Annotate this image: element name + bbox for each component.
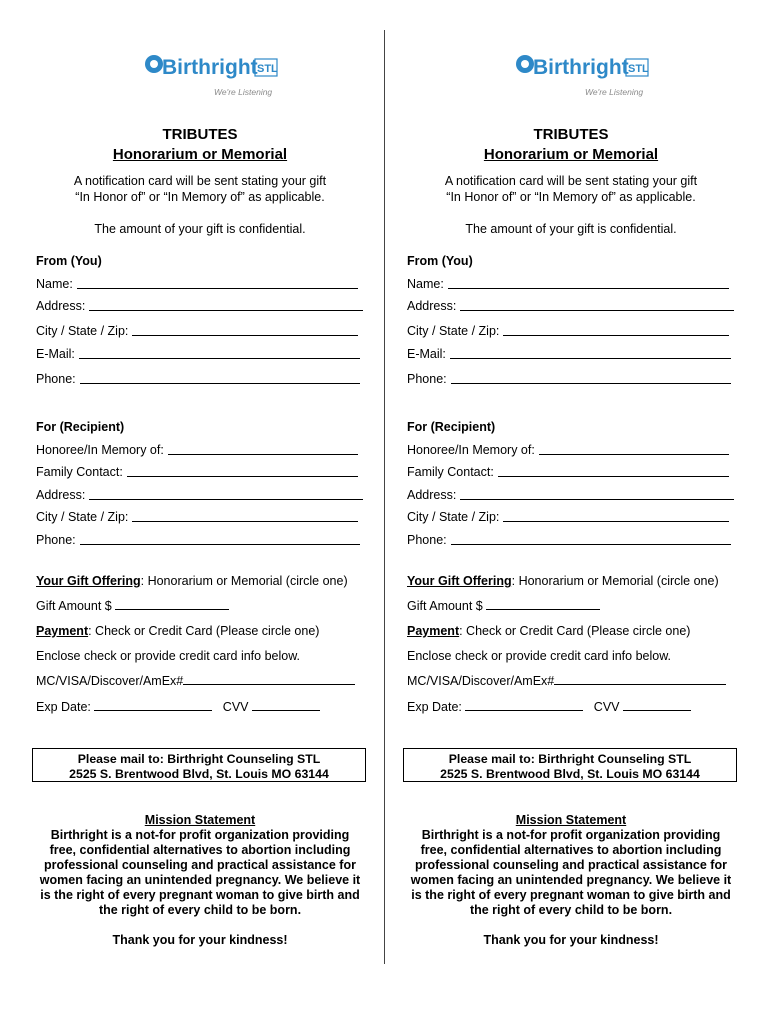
for-address-line[interactable]: [89, 498, 363, 500]
from-email-label: E-Mail:: [36, 347, 75, 361]
from-address-field[interactable]: [36, 299, 363, 313]
card-number-label: MC/VISA/Discover/AmEx#: [407, 674, 555, 688]
for-address-label: Address:: [36, 488, 86, 502]
exp-date-line[interactable]: [94, 709, 212, 711]
mission-line-3: professional counseling and practical assistance for: [44, 858, 356, 872]
from-email-field[interactable]: [407, 347, 731, 361]
from-name-line[interactable]: [77, 287, 358, 289]
mission-line-6: the right of every child to be born.: [469, 903, 673, 917]
mission-title: Mission Statement: [515, 813, 627, 827]
form-subtitle: Honorarium or Memorial: [483, 146, 659, 163]
mail-to-line-2: 2525 S. Brentwood Blvd, St. Louis MO 63144: [69, 767, 329, 781]
intro-line-2: “In Honor of” or “In Memory of” as applicable.: [446, 190, 696, 204]
gift-amount-label: Gift Amount $: [407, 599, 483, 613]
mail-to-line-2: 2525 S. Brentwood Blvd, St. Louis MO 63144: [440, 767, 700, 781]
for-phone-field[interactable]: [36, 533, 360, 547]
gift-offering-label: Your Gift Offering: [407, 574, 512, 588]
from-name-label: Name:: [36, 277, 73, 291]
gift-amount-line[interactable]: [486, 608, 600, 610]
from-heading: From (You): [36, 254, 102, 268]
birthright-logo-icon: [511, 46, 651, 102]
from-address-label: Address:: [36, 299, 86, 313]
exp-date-label: Exp Date:: [36, 700, 91, 714]
thank-you-note: Thank you for your kindness!: [483, 933, 659, 947]
for-address-label: Address:: [407, 488, 457, 502]
from-address-line[interactable]: [460, 309, 734, 311]
mission-line-2: free, confidential alternatives to abortion including: [420, 843, 722, 857]
for-phone-label: Phone:: [407, 533, 447, 547]
for-address-line[interactable]: [460, 498, 734, 500]
logo-brand-text: Birthright: [533, 56, 629, 79]
from-city-line[interactable]: [132, 334, 358, 336]
mission-line-4: women facing an unintended pregnancy. We believe it: [39, 873, 361, 887]
enclose-note: Enclose check or provide credit card info below.: [407, 649, 672, 663]
cvv-label: CVV: [222, 700, 249, 714]
form-subtitle: Honorarium or Memorial: [112, 146, 288, 163]
from-name-line[interactable]: [448, 287, 729, 289]
logo-brand-text: Birthright: [162, 56, 258, 79]
gift-amount-row[interactable]: [407, 599, 600, 613]
for-family-line[interactable]: [127, 475, 358, 477]
from-phone-label: Phone:: [36, 372, 76, 386]
payment-row: [36, 624, 319, 638]
for-family-label: Family Contact:: [407, 465, 494, 479]
form-title: TRIBUTES: [162, 126, 238, 143]
for-phone-line[interactable]: [451, 543, 731, 545]
from-email-field[interactable]: [36, 347, 360, 361]
from-phone-field[interactable]: [407, 372, 731, 386]
enclose-note: Enclose check or provide credit card info below.: [36, 649, 301, 663]
from-city-label: City / State / Zip:: [407, 324, 500, 338]
mission-statement: [403, 828, 739, 918]
for-family-line[interactable]: [498, 475, 729, 477]
logo-tagline: We're Listening: [214, 87, 273, 97]
from-city-field[interactable]: [36, 324, 358, 338]
gift-amount-line[interactable]: [115, 608, 229, 610]
mission-line-1: Birthright is a not-for profit organization providing: [421, 828, 721, 842]
cvv-line[interactable]: [252, 709, 320, 711]
from-phone-line[interactable]: [451, 382, 731, 384]
for-family-field[interactable]: [36, 465, 358, 479]
from-city-label: City / State / Zip:: [36, 324, 129, 338]
logo-tagline: We're Listening: [585, 87, 644, 97]
mission-line-6: the right of every child to be born.: [98, 903, 302, 917]
from-email-line[interactable]: [79, 357, 360, 359]
gift-offering-row: [36, 574, 348, 588]
page-divider: [384, 30, 385, 964]
gift-offering-row: [407, 574, 719, 588]
cvv-line[interactable]: [623, 709, 691, 711]
from-city-line[interactable]: [503, 334, 729, 336]
for-heading: For (Recipient): [36, 420, 125, 434]
for-address-field[interactable]: [407, 488, 734, 502]
for-honoree-label: Honoree/In Memory of:: [407, 443, 535, 457]
mission-line-3: professional counseling and practical assistance for: [415, 858, 727, 872]
from-heading: From (You): [407, 254, 473, 268]
for-honoree-line[interactable]: [539, 453, 729, 455]
intro-line-1: A notification card will be sent stating your gift: [444, 174, 698, 188]
tribute-form-right: [401, 0, 741, 1024]
intro-line-1: A notification card will be sent stating your gift: [73, 174, 327, 188]
from-phone-line[interactable]: [80, 382, 360, 384]
from-address-field[interactable]: [407, 299, 734, 313]
mail-to-box: [32, 748, 366, 782]
for-phone-line[interactable]: [80, 543, 360, 545]
card-number-line[interactable]: [554, 683, 726, 685]
from-phone-label: Phone:: [407, 372, 447, 386]
confidential-note: The amount of your gift is confidential.: [94, 222, 306, 236]
gift-amount-label: Gift Amount $: [36, 599, 112, 613]
logo-stl-text: STL: [628, 63, 649, 75]
payment-label: Payment: [36, 624, 89, 638]
for-city-line[interactable]: [132, 520, 358, 522]
mission-line-5: is the right of every pregnant woman to give birth and: [411, 888, 731, 902]
logo-stl-text: STL: [257, 63, 278, 75]
from-address-label: Address:: [407, 299, 457, 313]
for-family-label: Family Contact:: [36, 465, 123, 479]
thank-you-note: Thank you for your kindness!: [112, 933, 288, 947]
for-heading: For (Recipient): [407, 420, 496, 434]
gift-offering-options[interactable]: : Honorarium or Memorial (circle one): [511, 574, 719, 588]
gift-amount-row[interactable]: [36, 599, 229, 613]
for-city-field[interactable]: [36, 510, 358, 524]
for-honoree-line[interactable]: [168, 453, 358, 455]
form-title: TRIBUTES: [533, 126, 609, 143]
for-phone-field[interactable]: [407, 533, 731, 547]
mission-title: Mission Statement: [144, 813, 256, 827]
from-city-field[interactable]: [407, 324, 729, 338]
mail-to-line-1: Please mail to: Birthright Counseling STL: [448, 752, 692, 766]
payment-row: [407, 624, 690, 638]
card-number-label: MC/VISA/Discover/AmEx#: [36, 674, 184, 688]
mail-to-box: [403, 748, 737, 782]
for-honoree-label: Honoree/In Memory of:: [36, 443, 164, 457]
from-phone-field[interactable]: [36, 372, 360, 386]
for-city-label: City / State / Zip:: [36, 510, 129, 524]
gift-offering-options[interactable]: : Honorarium or Memorial (circle one): [140, 574, 348, 588]
from-email-label: E-Mail:: [407, 347, 446, 361]
birthright-logo-icon: [140, 46, 280, 102]
intro-line-2: “In Honor of” or “In Memory of” as applicable.: [75, 190, 325, 204]
mission-line-5: is the right of every pregnant woman to give birth and: [40, 888, 360, 902]
cvv-label: CVV: [593, 700, 620, 714]
confidential-note: The amount of your gift is confidential.: [465, 222, 677, 236]
for-phone-label: Phone:: [36, 533, 76, 547]
payment-options[interactable]: : Check or Credit Card (Please circle one): [459, 624, 691, 638]
card-number-line[interactable]: [183, 683, 355, 685]
from-name-field[interactable]: [407, 277, 729, 291]
exp-cvv-row[interactable]: [36, 700, 320, 714]
from-name-label: Name:: [407, 277, 444, 291]
mission-line-2: free, confidential alternatives to abortion including: [49, 843, 351, 857]
exp-date-label: Exp Date:: [407, 700, 462, 714]
payment-label: Payment: [407, 624, 460, 638]
birthright-logo: [140, 46, 280, 102]
tribute-form-left: [30, 0, 370, 1024]
card-number-row[interactable]: [407, 674, 726, 688]
for-honoree-field[interactable]: [36, 443, 358, 457]
exp-cvv-row[interactable]: [407, 700, 691, 714]
from-name-field[interactable]: [36, 277, 358, 291]
payment-options[interactable]: : Check or Credit Card (Please circle one): [88, 624, 320, 638]
birthright-logo: [511, 46, 651, 102]
mission-line-4: women facing an unintended pregnancy. We believe it: [410, 873, 732, 887]
exp-date-line[interactable]: [465, 709, 583, 711]
from-email-line[interactable]: [450, 357, 731, 359]
for-address-field[interactable]: [36, 488, 363, 502]
for-city-label: City / State / Zip:: [407, 510, 500, 524]
mission-line-1: Birthright is a not-for profit organization providing: [50, 828, 350, 842]
gift-offering-label: Your Gift Offering: [36, 574, 141, 588]
for-family-field[interactable]: [407, 465, 729, 479]
for-honoree-field[interactable]: [407, 443, 729, 457]
mission-statement: [32, 828, 368, 918]
from-address-line[interactable]: [89, 309, 363, 311]
for-city-field[interactable]: [407, 510, 729, 524]
card-number-row[interactable]: [36, 674, 355, 688]
mail-to-line-1: Please mail to: Birthright Counseling STL: [77, 752, 321, 766]
for-city-line[interactable]: [503, 520, 729, 522]
